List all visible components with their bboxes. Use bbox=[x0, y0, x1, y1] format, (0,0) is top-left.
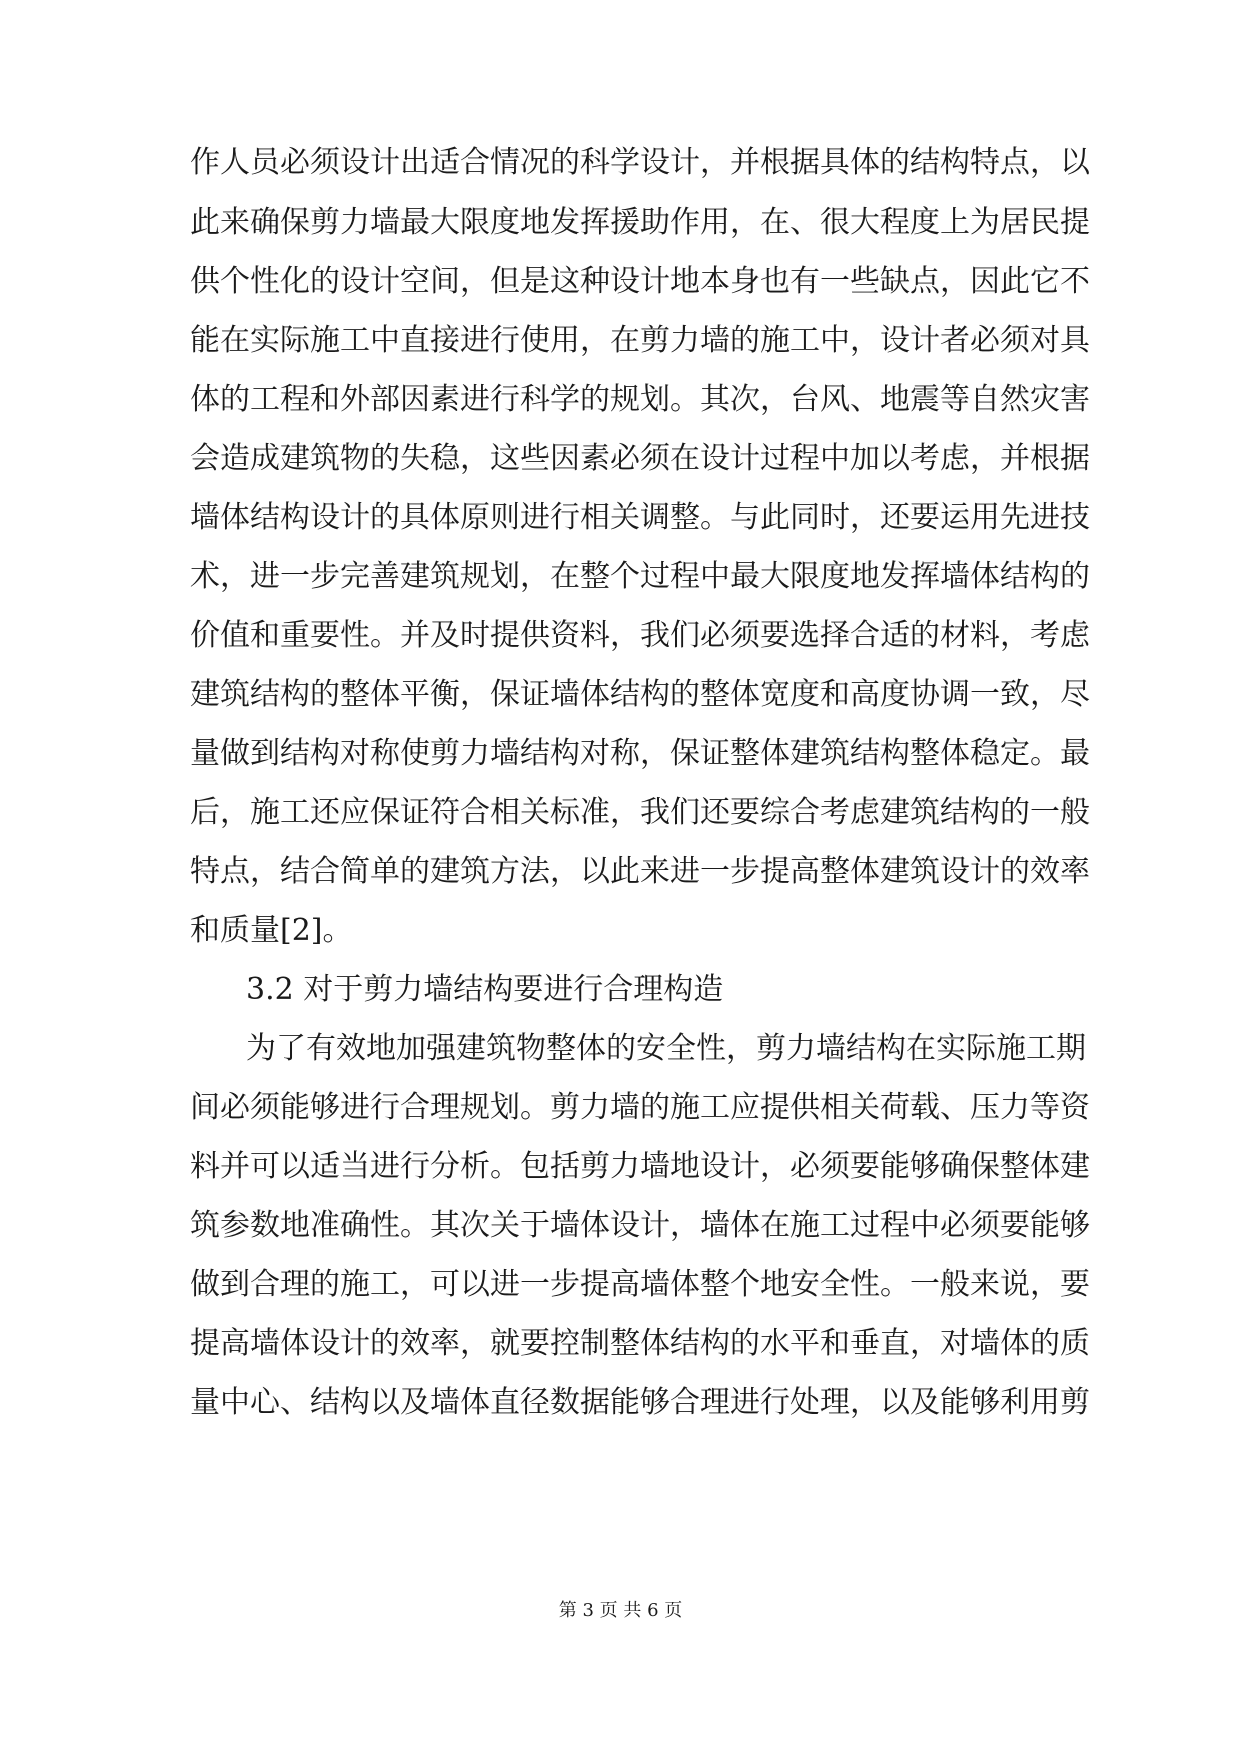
page-number-footer: 第 3 页 共 6 页 bbox=[558, 1600, 683, 1621]
body-line-19: 筑参数地准确性。其次关于墙体设计，墙体在施工过程中必须要能够 bbox=[190, 1208, 1090, 1243]
body-line-7: 墙体结构设计的具体原则进行相关调整。与此同时，还要运用先进技 bbox=[190, 500, 1090, 535]
body-line-18: 料并可以适当进行分析。包括剪力墙地设计，必须要能够确保整体建 bbox=[190, 1149, 1090, 1184]
body-line-17: 间必须能够进行合理规划。剪力墙的施工应提供相关荷载、压力等资 bbox=[190, 1090, 1090, 1125]
body-line-12: 后，施工还应保证符合相关标准，我们还要综合考虑建筑结构的一般 bbox=[190, 795, 1090, 830]
body-line-9: 价值和重要性。并及时提供资料，我们必须要选择合适的材料，考虑 bbox=[190, 618, 1090, 653]
body-line-20: 做到合理的施工，可以进一步提高墙体整个地安全性。一般来说，要 bbox=[190, 1267, 1090, 1302]
body-line-1: 作人员必须设计出适合情况的科学设计，并根据具体的结构特点，以 bbox=[190, 145, 1090, 180]
body-line-14: 和质量[2]。 bbox=[190, 913, 353, 948]
body-line-21: 提高墙体设计的效率，就要控制整体结构的水平和垂直，对墙体的质 bbox=[190, 1326, 1090, 1361]
section-heading: 3.2 对于剪力墙结构要进行合理构造 bbox=[246, 972, 724, 1007]
body-line-3: 供个性化的设计空间，但是这种设计地本身也有一些缺点，因此它不 bbox=[190, 264, 1090, 299]
body-line-13: 特点，结合简单的建筑方法，以此来进一步提高整体建筑设计的效率 bbox=[190, 854, 1090, 889]
body-line-11: 量做到结构对称使剪力墙结构对称，保证整体建筑结构整体稳定。最 bbox=[190, 736, 1090, 771]
body-line-4: 能在实际施工中直接进行使用，在剪力墙的施工中，设计者必须对具 bbox=[190, 323, 1090, 358]
body-line-16: 为了有效地加强建筑物整体的安全性，剪力墙结构在实际施工期 bbox=[246, 1031, 1086, 1066]
body-line-22: 量中心、结构以及墙体直径数据能够合理进行处理，以及能够利用剪 bbox=[190, 1385, 1090, 1420]
body-line-5: 体的工程和外部因素进行科学的规划。其次，台风、地震等自然灾害 bbox=[190, 382, 1090, 417]
body-line-2: 此来确保剪力墙最大限度地发挥援助作用，在、很大程度上为居民提 bbox=[190, 205, 1090, 240]
body-line-10: 建筑结构的整体平衡，保证墙体结构的整体宽度和高度协调一致，尽 bbox=[190, 677, 1090, 712]
body-line-6: 会造成建筑物的失稳，这些因素必须在设计过程中加以考虑，并根据 bbox=[190, 441, 1090, 476]
body-line-8: 术，进一步完善建筑规划，在整个过程中最大限度地发挥墙体结构的 bbox=[190, 559, 1090, 594]
